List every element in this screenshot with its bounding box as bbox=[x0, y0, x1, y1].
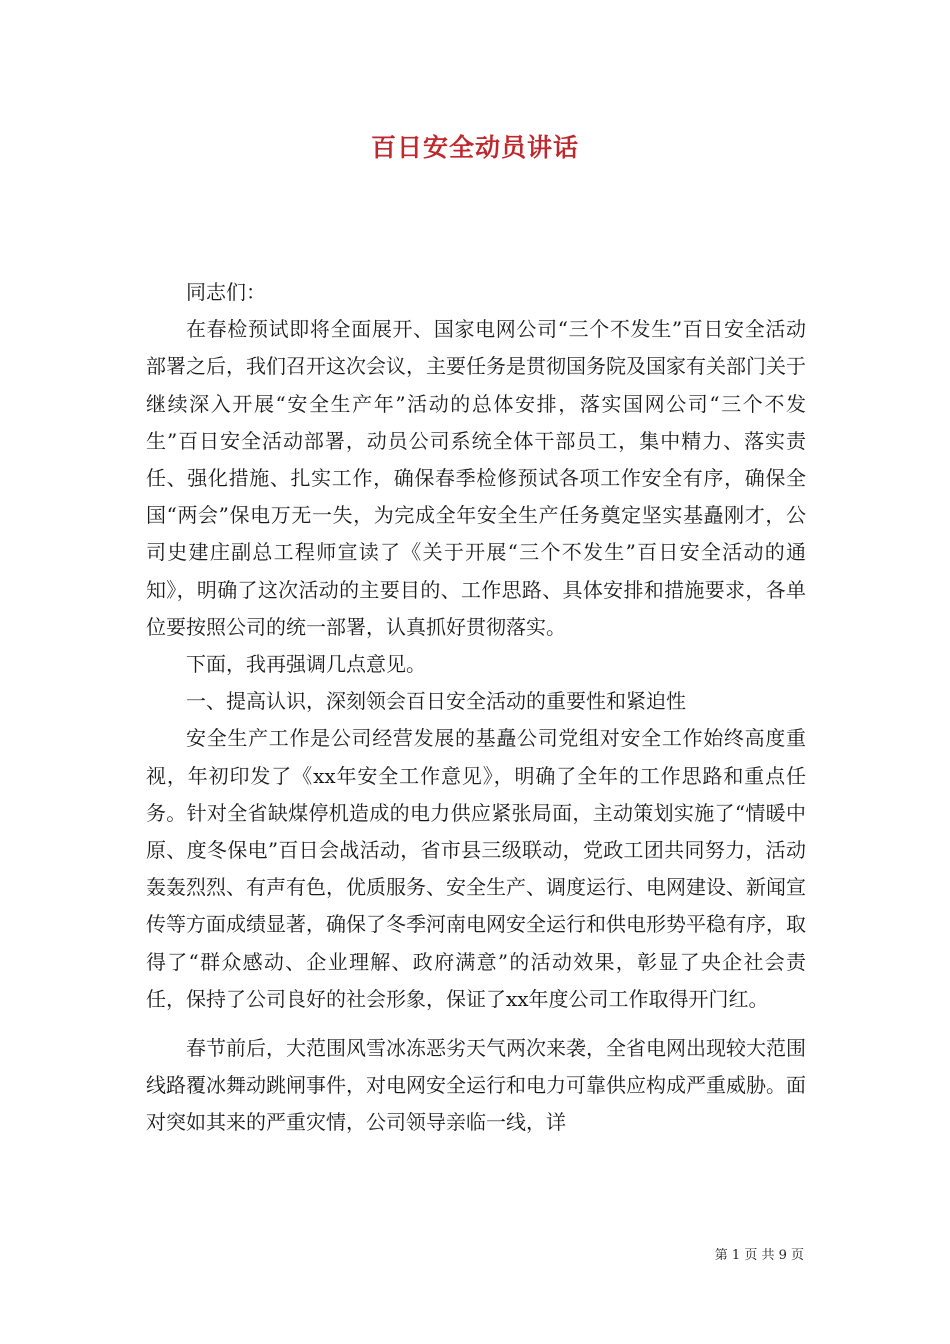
paragraph: 下面，我再强调几点意见。 bbox=[186, 652, 426, 677]
section-heading: 一、提高认识，深刻领会百日安全活动的重要性和紧迫性 bbox=[186, 689, 686, 714]
document-title: 百日安全动员讲话 bbox=[370, 133, 579, 162]
page-number: 第 1 页 共 9 页 bbox=[714, 1248, 804, 1263]
document-body bbox=[146, 274, 806, 1142]
salutation: 同志们： bbox=[186, 280, 266, 304]
paragraph: 在春检预试即将全面展开、国家电网公司“三个不发生”百日安全活动部署之后，我们召开这次会议，主要任务是贯彻国务院及国家有关部门关于继续深入开展“安全生产年”活动的总体安排，落实国网公司“三个不发生”百日安全活动部署，动员公司系统全体干部员工，集中精力、落实责任、强化措施、扎实工作，确保春季检修预试各项工作安全有序，确保全国“两会”保电万无一失，为完成全年安全生产任务奠定坚实基矗刚才，公司史建庄副总工程师宣读了《关于开展“三个不发生”百日安全活动的通知》，明确了这次活动的主要目的、工作思路、具体安排和措施要求，各单位要按照公司的统一部署，认真抓好贯彻落实。 bbox=[146, 317, 806, 639]
paragraph: 安全生产工作是公司经营发展的基矗公司党组对安全工作始终高度重视，年初印发了《xx年安全工作意见》，明确了全年的工作思路和重点任务。针对全省缺煤停机造成的电力供应紧张局面，主动策划实施了“情暖中原、度冬保电”百日会战活动，省市县三级联动，党政工团共同努力，活动轰轰烈烈、有声有色，优质服务、安全生产、调度运行、电网建设、新闻宣传等方面成绩显著，确保了冬季河南电网安全运行和供电形势平稳有序，取得了“群众感动、企业理解、政府满意”的活动效果，彰显了央企社会责任，保持了公司良好的社会形象，保证了xx年度公司工作取得开门红。 bbox=[146, 726, 806, 1011]
paragraph: 春节前后，大范围风雪冰冻恶劣天气两次来袭，全省电网出现较大范围线路覆冰舞动跳闸事件，对电网安全运行和电力可靠供应构成严重威胁。面对突如其来的严重灾情，公司领导亲临一线，详 bbox=[146, 1036, 806, 1135]
